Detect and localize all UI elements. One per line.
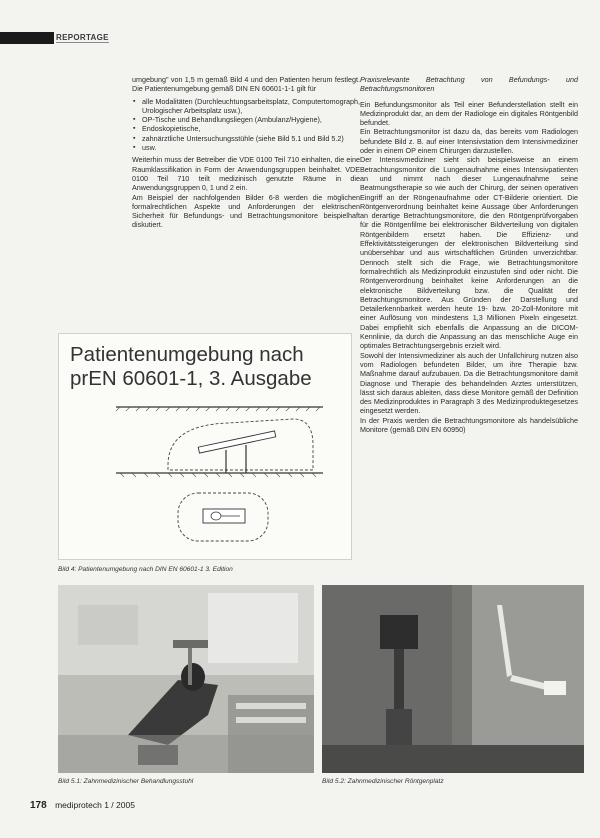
bullet-item: ▪ Endoskopietische,: [142, 124, 360, 133]
left-paragraph: Am Beispiel der nachfolgenden Bilder 6-8 werden die möglichen formalrechtlichen Aspekte und Anforderungen der elektrischen Sicherheit für Befundungs- und Betrachtungsmonitore beispielhaft diskutiert.: [132, 192, 360, 230]
right-paragraph: Sowohl der Intensivmediziner als auch der Unfallchirurg nutzen also vom Radiologen befundeten Bilder, um ihre Therapie bzw. Maßnahme darauf aufzubauen. Da die Betrachtungsmonitore damit Diagnose und Therapie des behandelnden Arztes unterstützen, lässt sich daraus ableiten, dass diese Monitore gemäß der Definition des Medizinproduktes in Paragraph 3 des Medizinproduktegesetzes eingesetzt werden.: [360, 350, 578, 416]
section-bar: [0, 32, 54, 44]
photo-5-1-caption: Bild 5.1: Zahnmedizinischer Behandlungsstuhl: [58, 778, 194, 785]
left-paragraph: Weiterhin muss der Betreiber die VDE 0100 Teil 710 einhalten, die eine Raumklassifikation in Form der Anwendungsgruppen beinhaltet. VDE 0100 Teil 710 teilt medizinisch genutzte Räume in die Anwendungsgruppen 0, 1 und 2 ein.: [132, 155, 360, 193]
journal-name: mediprotech 1 / 2005: [55, 800, 135, 810]
page-footer: [30, 800, 135, 811]
dental-chair-photo: [58, 585, 314, 773]
photo-5-2-caption: Bild 5.2: Zahnmedizinischer Röntgenplatz: [322, 778, 444, 785]
figure-4-title: Patientenumgebung nach prEN 60601-1, 3. Ausgabe: [70, 343, 312, 390]
right-paragraph: Ein Befundungsmonitor als Teil einer Befunderstellation stellt ein Medizinprodukt dar, an dem der Radiologe ein digitales Röntgenbild befundet.: [360, 99, 578, 128]
bullet-item: ▪ zahnärztliche Untersuchungsstühle (siehe Bild 5.1 und Bild 5.2): [142, 134, 360, 143]
bullet-item: ▪ OP-Tische und Behandlungsliegen (Ambulanz/Hygiene),: [142, 115, 360, 124]
left-column: [132, 75, 360, 230]
patient-environment-diagram: [108, 395, 333, 555]
right-paragraph: Ein Betrachtungsmonitor ist dazu da, das bereits vom Radiologen befundete Bild z. B. auf einer Intensivstation dem Intensivmediziner oder in einem OP einem Chirurgen darzustellen.: [360, 127, 578, 156]
left-intro: umgebung" von 1,5 m gemäß Bild 4 und den Patienten herum festlegt. Die Patientenumgebung gemäß DIN EN 60601-1-1 gilt für: [132, 75, 360, 94]
dental-xray-photo: [322, 585, 584, 773]
right-heading: Praxisrelevante Betrachtung von Befundungs- und Betrachtungsmonitoren: [360, 75, 578, 94]
right-paragraph: Der Intensivmediziner sieht sich beispielsweise an einem Betrachtungsmonitor die Lungenaufnahme eines Intensivpatienten an und nimmt nach dieser Lungenaufnahme seine Beatmungstherapie so wie auch der Chirurg, der seinen operativen Eingriff an der Röngenaufnahme oder CT-Bilderie orientiert. Die Röntgenverordnung beinhaltet keine Aussage über Anforderungen an derartige Betrachtungsmonitore, die den Röntgenprüfvorgaben für die Röntgenfilme bei elektronischer Bildverteilung von digitalen Röntgenbildern ersetzt haben. Die Effizienz- und Effektivitätssteigerungen der elektronischen Bildverteilung sind unübersehbar und aus wirtschaftlichen Gründen unverzichtbar. Dennoch stellt sich die Frage, wie Betrachtungsmonitore formalrechtlich als Medizinprodukt einzustufen sind oder nicht. Die Röntgenverordnung beinhaltet keine Anforderungen an die elektronische Bildverteilung bzw. die Qualität der Betrachtungsmonitore. Aus Gründen der Darstellung und Detailerkennbarkeit werden heute 19- bzw. 20-Zoll-Monitore mit einer Auflösung von mindestens 1,3 Millionen Pixeln eingesetzt. Dabei empfiehlt sich ebenfalls die Anpassung an die DICOM-Kennlinie, da durch die Anpassung an das menschliche Auge ein optimales Betrachtungsergebnis erzielt wird.: [360, 155, 578, 351]
right-paragraph: In der Praxis werden die Betrachtungsmonitore als handelsübliche Monitore (gemäß DIN EN 60950): [360, 415, 578, 434]
bullet-item: ▪ usw.: [142, 143, 360, 152]
section-label: REPORTAGE: [56, 33, 109, 42]
bullet-item: ▪ alle Modalitäten (Durchleuchtungsarbeitsplatz, Computertomograph, Urologischer Arbeitsplatz usw.),: [142, 97, 360, 116]
figure-4-caption: Bild 4: Patientenumgebung nach DIN EN 60601-1 3. Edition: [58, 566, 233, 573]
page-number: 178: [30, 800, 47, 811]
bullet-list: [132, 97, 360, 153]
right-column: [360, 75, 578, 434]
